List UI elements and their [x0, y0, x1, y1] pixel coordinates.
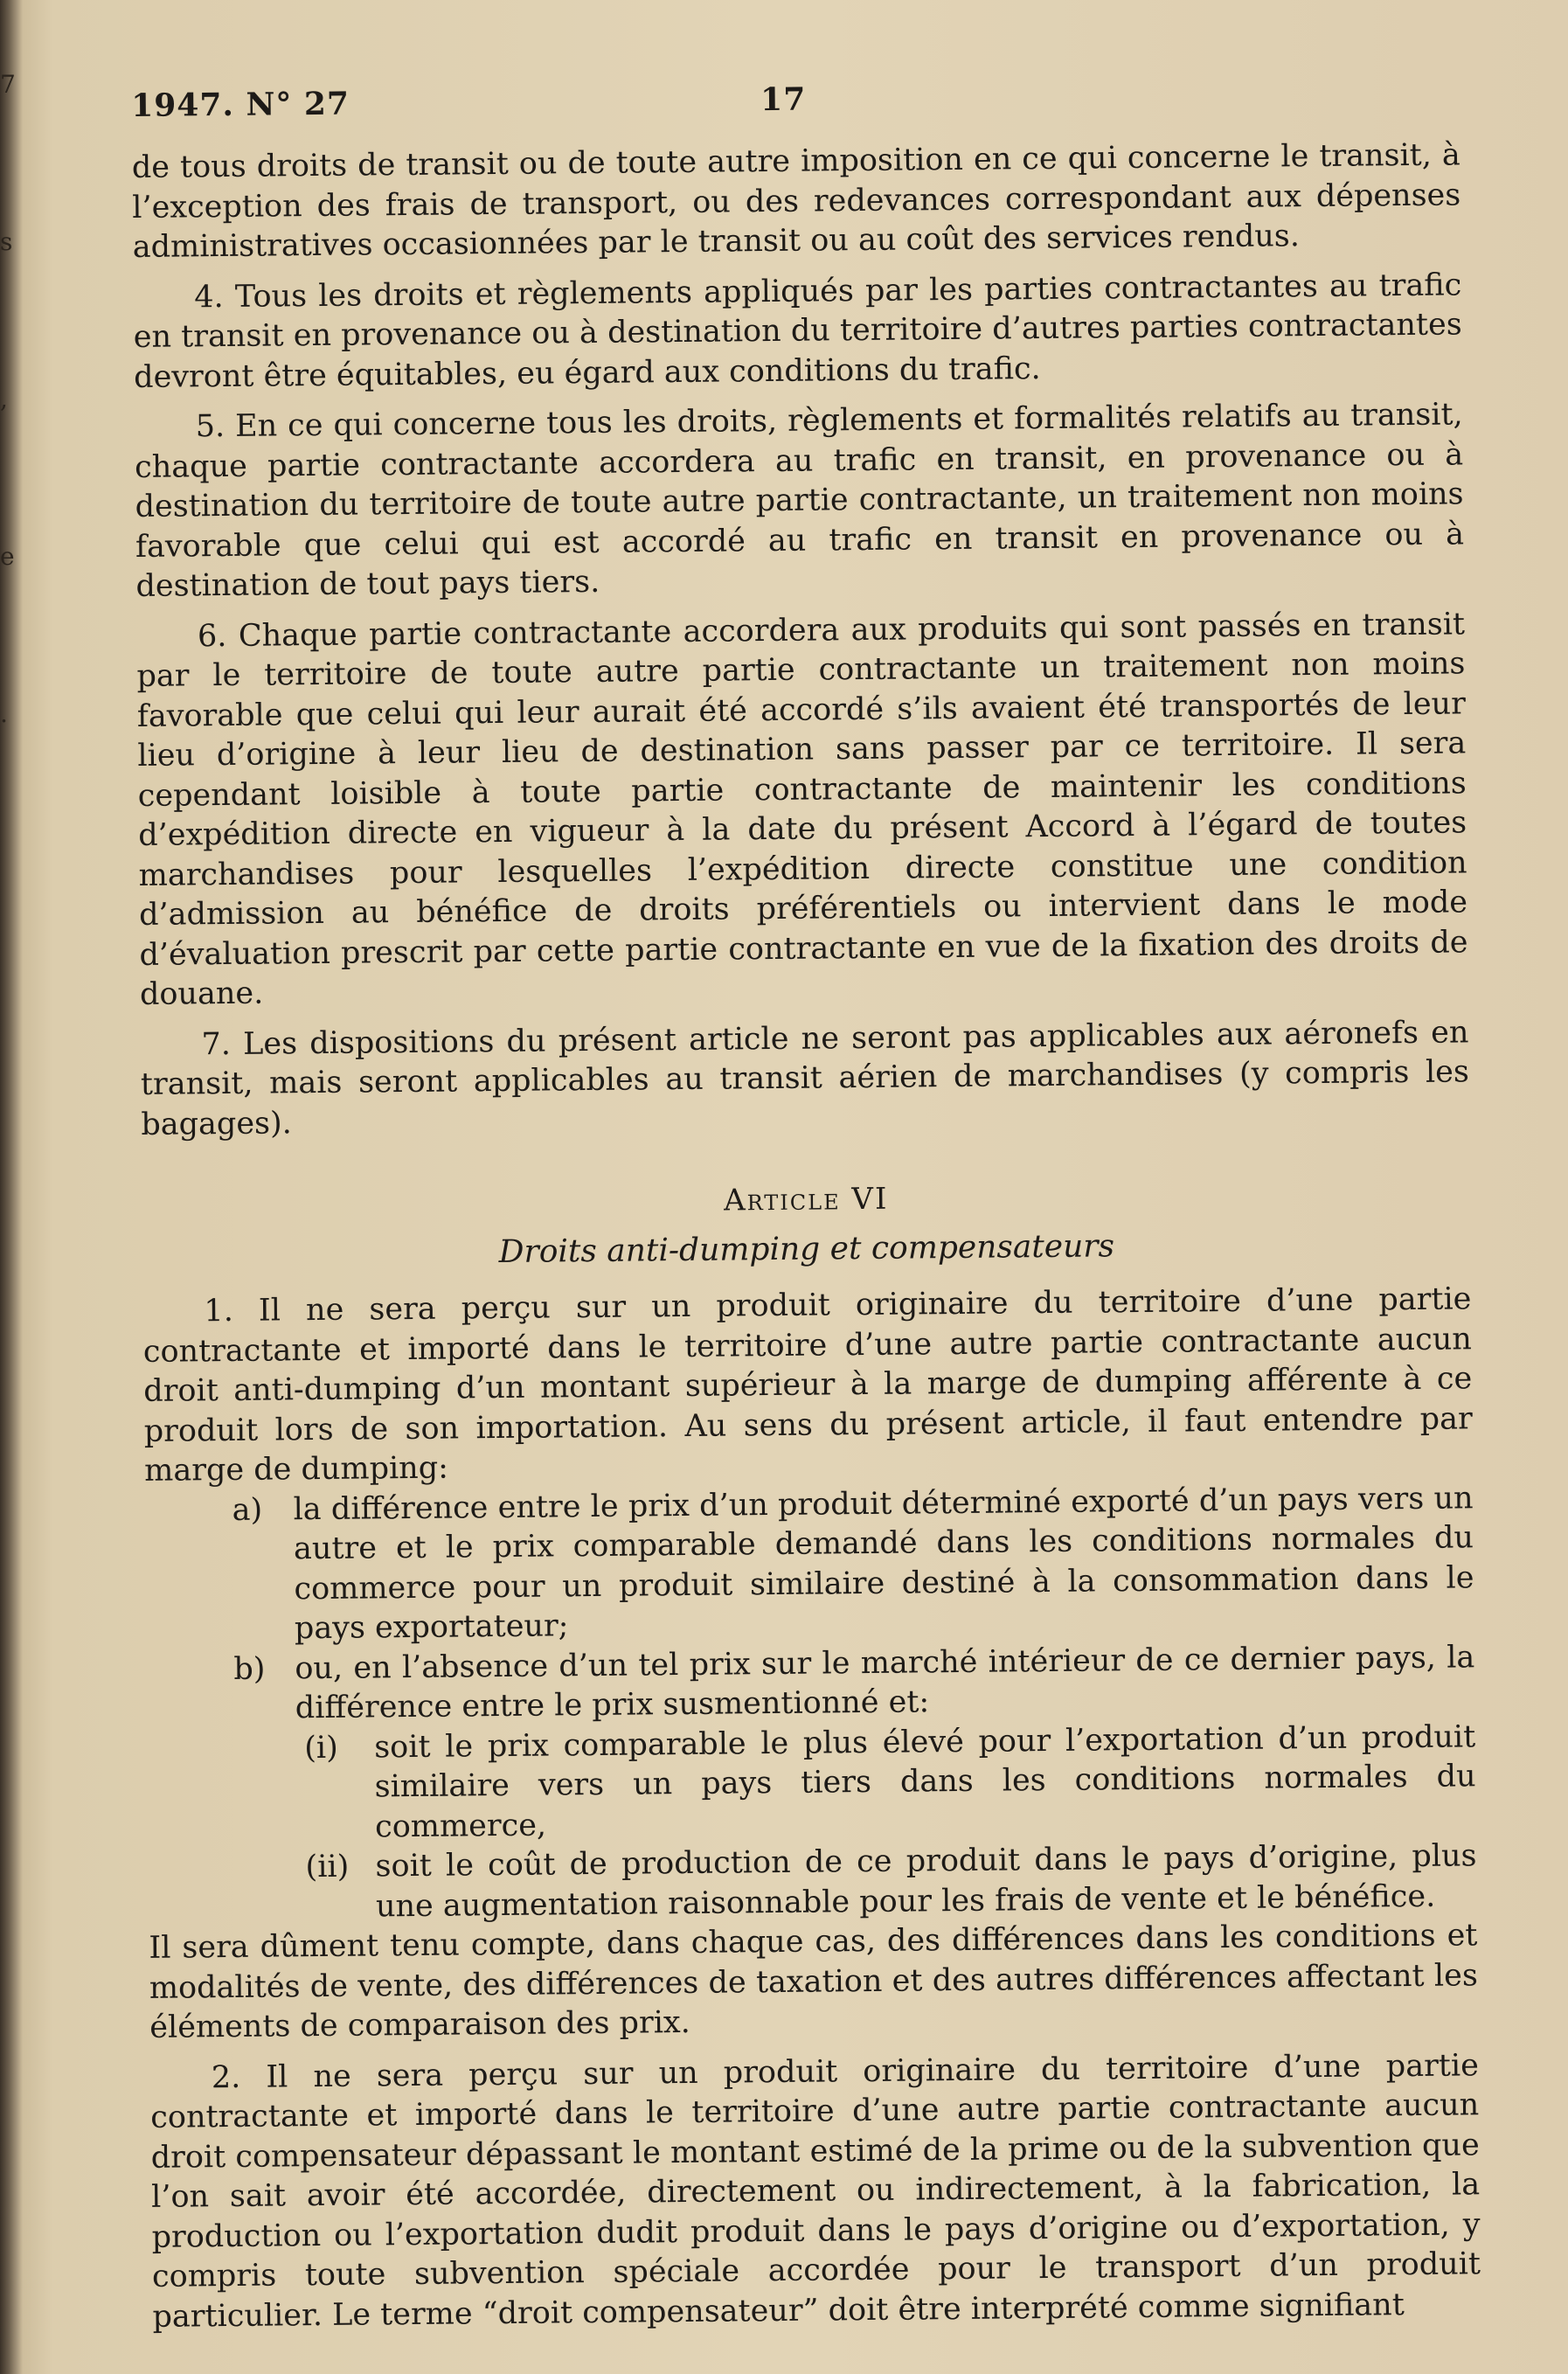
list-marker: (i) [304, 1730, 338, 1766]
article-paragraph-1-close: Il sera dûment tenu compte, dans chaque cas, des différences dans les conditions et modalités de vente, des différences de taxation et des autres différences affectant les éléments de comparaison des prix. [149, 1918, 1478, 2045]
paragraph-continuation: de tous droits de transit ou de toute autre imposition en ce qui concerne le transit, à l’exception des frais de transport, ou des redevances correspondant aux dépenses administratives occasionnées par le transit ou au coût des services rendus. [131, 137, 1461, 265]
page-header [131, 74, 1460, 149]
list-item-text: soit le prix comparable le plus élevé pour l’exportation d’un produit similaire vers un pays tiers dans les conditions normales du commerce, [374, 1718, 1476, 1844]
list-item-b [146, 1638, 1475, 1731]
edge-mark: . [0, 699, 8, 728]
binding-edge-marks [0, 70, 19, 857]
list-item-text: la différence entre le prix d’un produit déterminé exporté d’un pays vers un autre et le prix comparable demandé dans les conditions normales du commerce pour un produit similaire destiné à la consommation dans le pays exportateur; [293, 1480, 1474, 1647]
list-marker: (ii) [305, 1849, 350, 1885]
edge-mark: s [0, 227, 13, 256]
list-item-i [147, 1718, 1476, 1850]
edge-mark: 7 [0, 70, 16, 99]
article-heading: Article VI [723, 1181, 889, 1218]
list-item-a [144, 1479, 1474, 1651]
paragraph-4: 4. Tous les droits et règlements appliqués par les parties contractantes au trafic en transit en provenance ou à destination du territoire d’autres parties contractantes devront être équitables, eu égard aux conditions du trafic. [133, 267, 1462, 395]
article-paragraph-2: 2. Il ne sera perçu sur un produit originaire du territoire d’une partie contractante et importé dans le territoire d’une autre partie contractante aucun droit compensateur dépassant le montant estimé de la prime ou de la subvention que l’on sait avoir été accordée, directement ou indirectement, à la fabrication, la production ou l’exportation dudit produit dans le pays d’origine ou d’exportation, y compris toute subvention spéciale accordée pour le transport d’un produit particulier. Le terme “droit compensateur” doit être interprété comme signifiant [150, 2047, 1481, 2335]
page-content [131, 74, 1481, 2336]
list-item-text: ou, en l’absence d’un tel prix sur le marché intérieur de ce dernier pays, la différence entre le prix susmentionné et: [295, 1639, 1475, 1726]
edge-mark: e [0, 542, 15, 571]
paragraph-5: 5. En ce qui concerne tous les droits, règlements et formalités relatifs au transit, chaque partie contractante accordera au trafic en transit, en provenance ou à destination du territoire de toute autre partie contractante, un traitement non moins favorable que celui qui est accordé au trafic en transit en provenance ou à destination de tout pays tiers. [134, 397, 1465, 604]
article-subtitle: Droits anti-dumping et compensateurs [498, 1228, 1115, 1271]
list-item-ii [148, 1836, 1477, 1929]
paragraph-7: 7. Les dispositions du présent article ne seront pas applicables aux aéronefs en transit, mais seront applicables au transit aérien de marchandises (y compris les bagages). [140, 1014, 1470, 1142]
list-marker: a) [232, 1492, 263, 1528]
paragraph-6: 6. Chaque partie contractante accordera aux produits qui sont passés en transit par le territoire de toute autre partie contractante un traitement non moins favorable que celui qui leur aurait été accordé s’ils avaient été transportés de leur lieu d’origine à leur lieu de destination sans passer par ce territoire. Il sera cependant loisible à toute partie contractante de maintenir les conditions d’expédition directe en vigueur à la date du présent Accord à l’égard de toutes marchandises pour lesquelles l’expédition directe constitue une condition d’admission au bénéfice de droits préférentiels ou intervient dans le mode d’évaluation prescrit par cette partie contractante en vue de la fixation des droits de douane. [136, 606, 1468, 1012]
volume-number: 1947. N° 27 [131, 85, 350, 124]
page-number: 17 [760, 80, 807, 119]
list-marker: b) [233, 1651, 266, 1687]
list-item-text: soit le coût de production de ce produit dans le pays d’origine, plus une augmentation raisonnable pour les frais de vente et le bénéfice. [375, 1838, 1477, 1924]
edge-mark: , [0, 385, 8, 413]
article-paragraph-1: 1. Il ne sera perçu sur un produit originaire du territoire d’une partie contractante et importé dans le territoire d’une autre partie contractante aucun droit anti-dumping d’un montant supérieur à la marge de dumping afférente à ce produit lors de son importation. Au sens du présent article, il faut entendre par marge de dumping: [142, 1281, 1473, 1489]
